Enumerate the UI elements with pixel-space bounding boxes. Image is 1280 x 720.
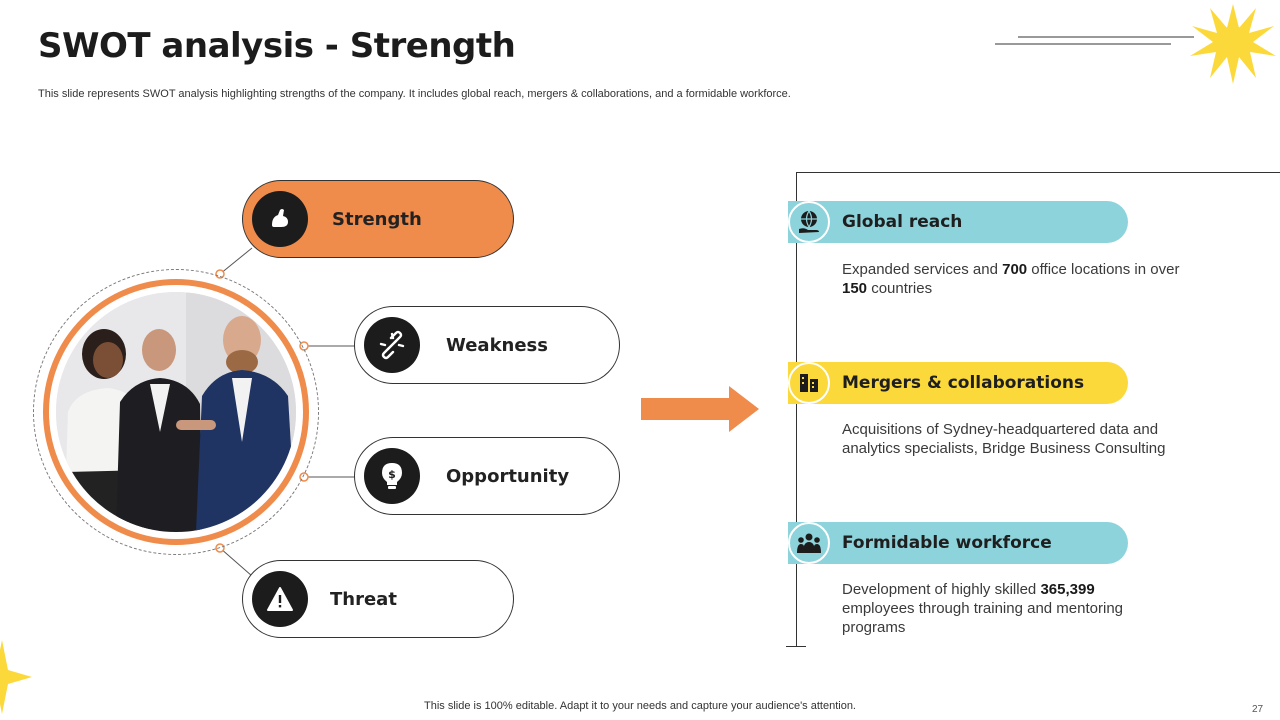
- desc-text: countries: [867, 280, 933, 297]
- right-arrow-icon: [641, 386, 761, 432]
- strong-arm-icon: [252, 191, 308, 247]
- swot-weakness-label: Weakness: [446, 334, 548, 356]
- swot-strength-pill[interactable]: [242, 180, 514, 258]
- dollar-bulb-icon: [364, 448, 420, 504]
- timeline-top-line: [796, 172, 1280, 173]
- workforce-description: [842, 580, 1142, 637]
- broken-link-icon: [364, 317, 420, 373]
- swot-threat-label: Threat: [330, 588, 397, 610]
- swot-opportunity-label: Opportunity: [446, 465, 570, 487]
- mergers-description: [842, 420, 1192, 458]
- workforce-header: [788, 522, 1128, 564]
- business-team-photo: [56, 292, 296, 532]
- mergers-title: Mergers & collaborations: [842, 373, 1085, 393]
- global-reach-title: Global reach: [842, 212, 963, 232]
- building-icon: [788, 362, 830, 404]
- decorative-lines: [995, 30, 1195, 50]
- desc-text: Development of highly skilled: [842, 581, 1041, 598]
- desc-text: Expanded services and: [842, 261, 1003, 278]
- swot-threat-pill[interactable]: [242, 560, 514, 638]
- desc-text: office locations in over: [1027, 261, 1180, 278]
- team-icon: [788, 522, 830, 564]
- country-count: 150: [842, 280, 868, 297]
- sun-decoration-icon: [1186, 0, 1280, 84]
- slide-title: SWOT analysis - Strength: [38, 26, 516, 66]
- globe-hand-icon: [788, 201, 830, 243]
- svg-text:$: $: [388, 468, 396, 481]
- slide-subtitle: This slide represents SWOT analysis highlighting strengths of the company. It includes global reach, mergers & collaborations, and a formidable workforce.: [38, 88, 791, 100]
- swot-weakness-pill[interactable]: [354, 306, 620, 384]
- warning-icon: [252, 571, 308, 627]
- swot-strength-label: Strength: [332, 208, 422, 230]
- page-number: 27: [1252, 704, 1264, 715]
- global-reach-description: [842, 260, 1202, 298]
- workforce-title: Formidable workforce: [842, 533, 1052, 553]
- timeline-line: [796, 172, 797, 646]
- global-reach-header: [788, 201, 1128, 243]
- desc-text: Acquisitions of Sydney-headquartered data and analytics specialists, Bridge Business Consulting: [842, 421, 1166, 457]
- employee-count: 365,399: [1040, 581, 1095, 598]
- swot-opportunity-pill[interactable]: [354, 437, 620, 515]
- office-count: 700: [1002, 261, 1028, 278]
- mergers-header: [788, 362, 1128, 404]
- desc-text: employees through training and mentoring programs: [842, 600, 1124, 636]
- timeline-bottom-tick: [786, 646, 806, 647]
- footer-note: This slide is 100% editable. Adapt it to your needs and capture your audience's attention.: [424, 700, 856, 712]
